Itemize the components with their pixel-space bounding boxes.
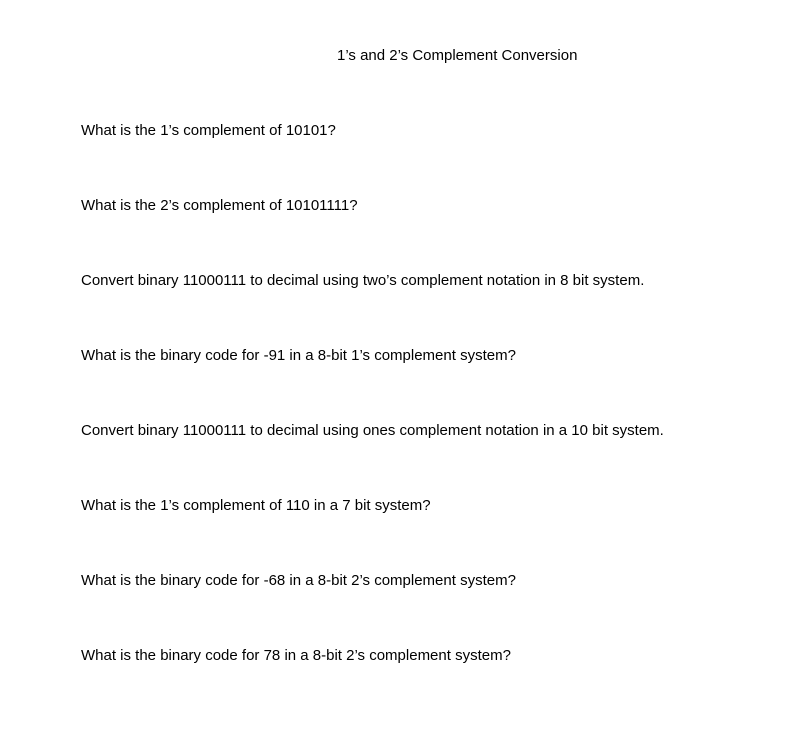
question-6: What is the 1’s complement of 110 in a 7 bit system?	[81, 497, 431, 514]
question-8: What is the binary code for 78 in a 8-bit 2’s complement system?	[81, 647, 511, 664]
question-7: What is the binary code for -68 in a 8-bit 2’s complement system?	[81, 572, 516, 589]
question-list	[81, 122, 781, 722]
question-4: What is the binary code for -91 in a 8-bit 1’s complement system?	[81, 347, 516, 364]
question-2: What is the 2’s complement of 10101111?	[81, 197, 358, 214]
question-1: What is the 1’s complement of 10101?	[81, 122, 336, 139]
question-3: Convert binary 11000111 to decimal using two’s complement notation in 8 bit system.	[81, 272, 645, 289]
page-title: 1’s and 2’s Complement Conversion	[337, 47, 578, 64]
question-5: Convert binary 11000111 to decimal using ones complement notation in a 10 bit system.	[81, 422, 664, 439]
